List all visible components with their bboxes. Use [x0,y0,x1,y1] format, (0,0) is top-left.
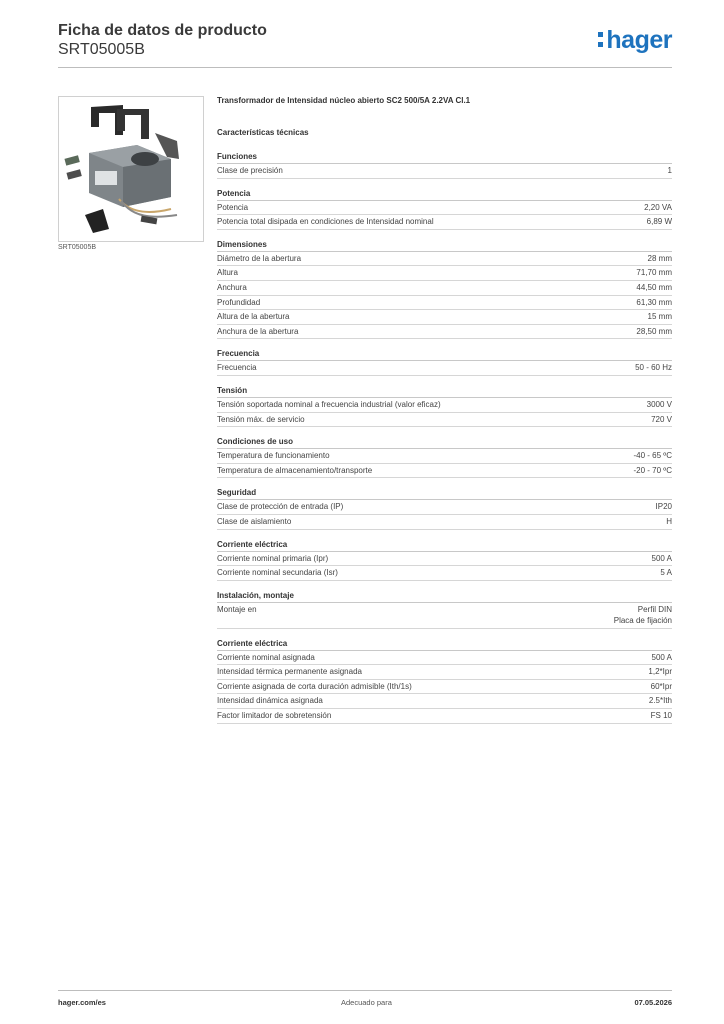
spec-value: FS 10 [650,711,672,721]
spec-label: Potencia total disipada en condiciones de Intensidad nominal [217,217,434,227]
spec-group [217,589,672,629]
spec-value: 6,89 W [646,217,672,227]
spec-group-title: Potencia [217,187,672,201]
spec-label: Factor limitador de sobretensión [217,711,332,721]
spec-value-line: Placa de fijación [613,616,672,626]
spec-label: Corriente nominal secundaria (Isr) [217,568,338,578]
spec-group-title: Frecuencia [217,347,672,361]
spec-row [217,413,672,428]
footer-divider [58,990,672,991]
spec-label: Clase de protección de entrada (IP) [217,502,344,512]
spec-group [217,347,672,376]
spec-row [217,709,672,724]
spec-label: Temperatura de almacenamiento/transporte [217,465,373,475]
spec-group-title: Corriente eléctrica [217,538,672,552]
spec-label: Anchura [217,282,247,292]
spec-group-title: Dimensiones [217,238,672,252]
product-name: Transformador de Intensidad núcleo abierto SC2 500/5A 2.2VA Cl.1 [217,96,471,105]
footer-website: hager.com/es [58,998,106,1007]
spec-label: Clase de precisión [217,166,283,175]
spec-row [217,566,672,581]
spec-label: Temperatura de funcionamiento [217,451,330,461]
spec-value: 500 A [651,652,672,662]
spec-value: 71,70 mm [636,268,672,278]
spec-label: Corriente nominal asignada [217,652,315,662]
product-code: SRT05005B [58,41,145,58]
spec-label: Tensión soportada nominal a frecuencia industrial (valor eficaz) [217,399,441,409]
spec-row [217,252,672,267]
spec-groups [217,150,672,724]
spec-label: Potencia [217,202,249,212]
spec-value: 15 mm [647,312,672,322]
spec-group [217,150,672,179]
document-title: Ficha de datos de producto [58,22,267,39]
spec-row [217,515,672,530]
spec-label: Tensión máx. de servicio [217,414,305,424]
spec-value: 2.5*Ith [648,696,672,706]
spec-row [217,201,672,216]
spec-group [217,187,672,230]
footer-suitable-for: Adecuado para [341,998,392,1007]
spec-label: Altura [217,268,238,278]
spec-group [217,637,672,724]
spec-label: Altura de la abertura [217,312,290,322]
spec-value: 44,50 mm [636,282,672,292]
spec-row [217,552,672,567]
spec-value: 50 - 60 Hz [635,363,672,373]
spec-group [217,435,672,478]
spec-row [217,449,672,464]
spec-label: Profundidad [217,297,261,307]
page-header [58,20,672,68]
spec-group [217,538,672,581]
spec-row [217,164,672,179]
spec-label: Anchura de la abertura [217,326,299,336]
spec-value: 1,2*Ipr [648,667,672,677]
footer-date: 07.05.2026 [634,998,672,1007]
spec-value: 1 [667,166,672,175]
spec-value: 500 A [651,553,672,563]
spec-label: Intensidad dinámica asignada [217,696,323,706]
spec-row [217,398,672,413]
spec-group-title: Condiciones de uso [217,435,672,449]
spec-value: IP20 [655,502,672,512]
spec-row [217,694,672,709]
logo-text: hager [606,26,672,54]
spec-row [217,296,672,311]
spec-value: 28 mm [647,253,672,263]
spec-row [217,266,672,281]
spec-value: 28,50 mm [636,326,672,336]
spec-group [217,384,672,427]
spec-row [217,680,672,695]
spec-value: -40 - 65 ºC [633,451,672,461]
spec-value: 2,20 VA [644,202,672,212]
spec-label: Corriente asignada de corta duración admisible (Ith/1s) [217,681,412,691]
spec-label: Frecuencia [217,363,257,373]
spec-value: 720 V [651,414,672,424]
spec-group [217,238,672,340]
spec-value [614,604,672,627]
spec-label: Clase de aislamiento [217,516,292,526]
header-divider [58,67,672,68]
image-caption: SRT05005B [58,244,97,251]
spec-value: 60*Ipr [650,681,672,691]
spec-row [217,464,672,479]
spec-label: Montaje en [217,604,257,614]
spec-row [217,325,672,340]
spec-group-title: Instalación, montaje [217,589,672,603]
spec-row [217,361,672,376]
spec-value: 5 A [660,568,672,578]
spec-group-title: Seguridad [217,486,672,500]
spec-row [217,281,672,296]
spec-value: H [666,516,672,526]
logo-dots-icon [598,26,604,50]
spec-value-line: Perfil DIN [637,604,672,614]
spec-group-title: Funciones [217,150,672,164]
spec-value: -20 - 70 ºC [633,465,672,475]
spec-label: Intensidad térmica permanente asignada [217,667,362,677]
spec-value: 61,30 mm [636,297,672,307]
spec-label: Corriente nominal primaria (Ipr) [217,553,329,563]
spec-label: Diámetro de la abertura [217,253,302,263]
spec-row [217,665,672,680]
spec-row [217,651,672,666]
current-transformer-icon [59,97,203,241]
spec-row [217,310,672,325]
spec-group [217,486,672,529]
spec-row [217,500,672,515]
spec-value: 3000 V [646,399,672,409]
spec-group-title: Corriente eléctrica [217,637,672,651]
product-image [58,96,204,242]
spec-row [217,603,672,629]
specifications-section [217,96,672,724]
technical-characteristics-heading: Características técnicas [217,128,309,137]
spec-group-title: Tensión [217,384,672,398]
hager-logo [598,26,672,55]
spec-row [217,215,672,230]
